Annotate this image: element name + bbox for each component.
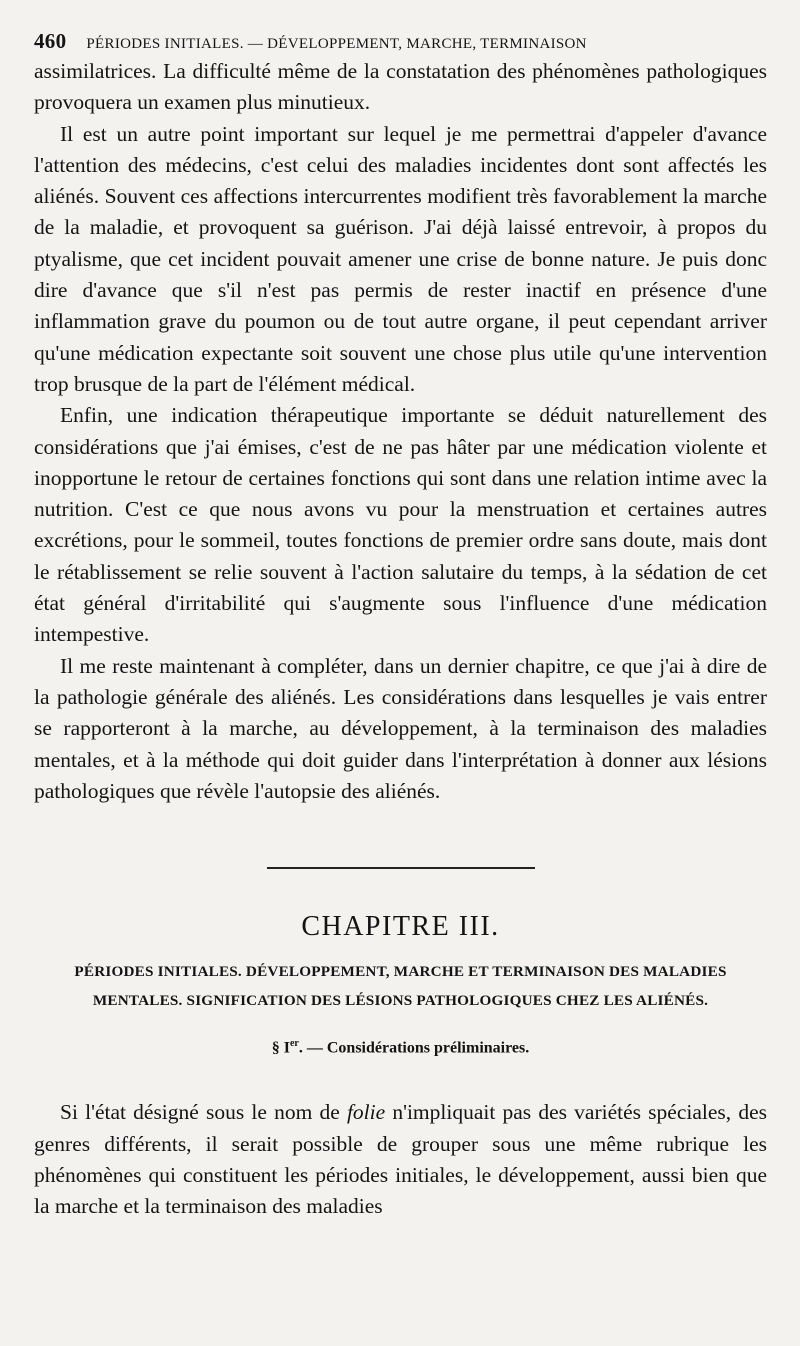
chapter-subtitle-line-2: MENTALES. SIGNIFICATION DES LÉSIONS PATHOLOGIQUES CHEZ LES ALIÉNÉS.	[92, 992, 709, 1010]
paragraph-3: Enfin, une indication thérapeutique importante se déduit naturellement des considérations que j'ai émises, c'est de ne pas hâter par une médication violente et inopportune le retour de certaines fonctions qui sont dans une relation intime avec la nutrition. C'est ce que nous avons vu pour la menstruation et certaines autres excrétions, pour le sommeil, toutes fonctions de premier ordre sans doute, mais dont le rétablissement se relie souvent à l'action salutaire du temps, à la sédation de cet état général d'irritabilité qui s'augmente sous l'influence d'une médication intempestive.	[34, 403, 767, 647]
paragraph-5	[34, 1097, 767, 1222]
chapter-subtitle-line-1: PÉRIODES INITIALES. DÉVELOPPEMENT, MARCHE ET TERMINAISON DES MALADIES	[74, 963, 727, 981]
paragraph-2: Il est un autre point important sur lequel je me permettrai d'appeler d'avance l'attention des médecins, c'est celui des maladies incidentes dont sont affectés les aliénés. Souvent ces affections intercurrentes modifient très favorablement la marche de la maladie, et provoquent sa guérison. J'ai déjà laissé entrevoir, à propos du ptyalisme, que cet incident pouvait amener une crise de bonne nature. Je puis donc dire d'avance que s'il n'est pas permis de rester inactif en présence d'une inflammation grave du poumon ou de tout autre organe, il peut cependant arriver qu'une médication expectante soit souvent une chose plus utile qu'une intervention trop brusque de la part de l'élément médical.	[34, 121, 767, 396]
chapter-subtitle	[34, 957, 767, 1015]
paragraph-5-rest: n'impliquait pas des variétés spéciales, des genres différents, il serait possible de grouper sous une même rubrique les phénomènes qui constituent les périodes initiales, le développement, aussi bien que la marche et la terminaison des maladies	[34, 1100, 767, 1219]
section-heading	[34, 1033, 767, 1059]
section-mark: § I	[271, 1039, 290, 1057]
section-title: . — Considérations préliminaires.	[298, 1039, 530, 1057]
paragraph-5-start: Si l'état désigné sous le nom de	[60, 1100, 347, 1125]
paragraph-5-italic-term: folie	[346, 1100, 386, 1125]
paragraph-4: Il me reste maintenant à compléter, dans un dernier chapitre, ce que j'ai à dire de la pathologie générale des aliénés. Les considérations dans lesquelles je vais entrer se rapporteront à la marche, au développement, à la terminaison des maladies mentales, et à la méthode qui doit guider dans l'interprétation à donner aux lésions pathologiques que révèle l'autopsie des aliénés.	[34, 653, 767, 803]
running-title: PÉRIODES INITIALES. — DÉVELOPPEMENT, MARCHE, TERMINAISON	[86, 36, 587, 52]
chapter-title: CHAPITRE III.	[301, 911, 500, 943]
paragraph-1: assimilatrices. La difficulté même de la constatation des phénomènes pathologiques provoquera un examen plus minutieux.	[34, 59, 767, 115]
running-header	[34, 30, 767, 56]
book-page	[34, 30, 767, 1223]
section-superscript: er	[289, 1038, 299, 1050]
section-divider	[267, 867, 535, 869]
page-number: 460	[34, 29, 67, 53]
